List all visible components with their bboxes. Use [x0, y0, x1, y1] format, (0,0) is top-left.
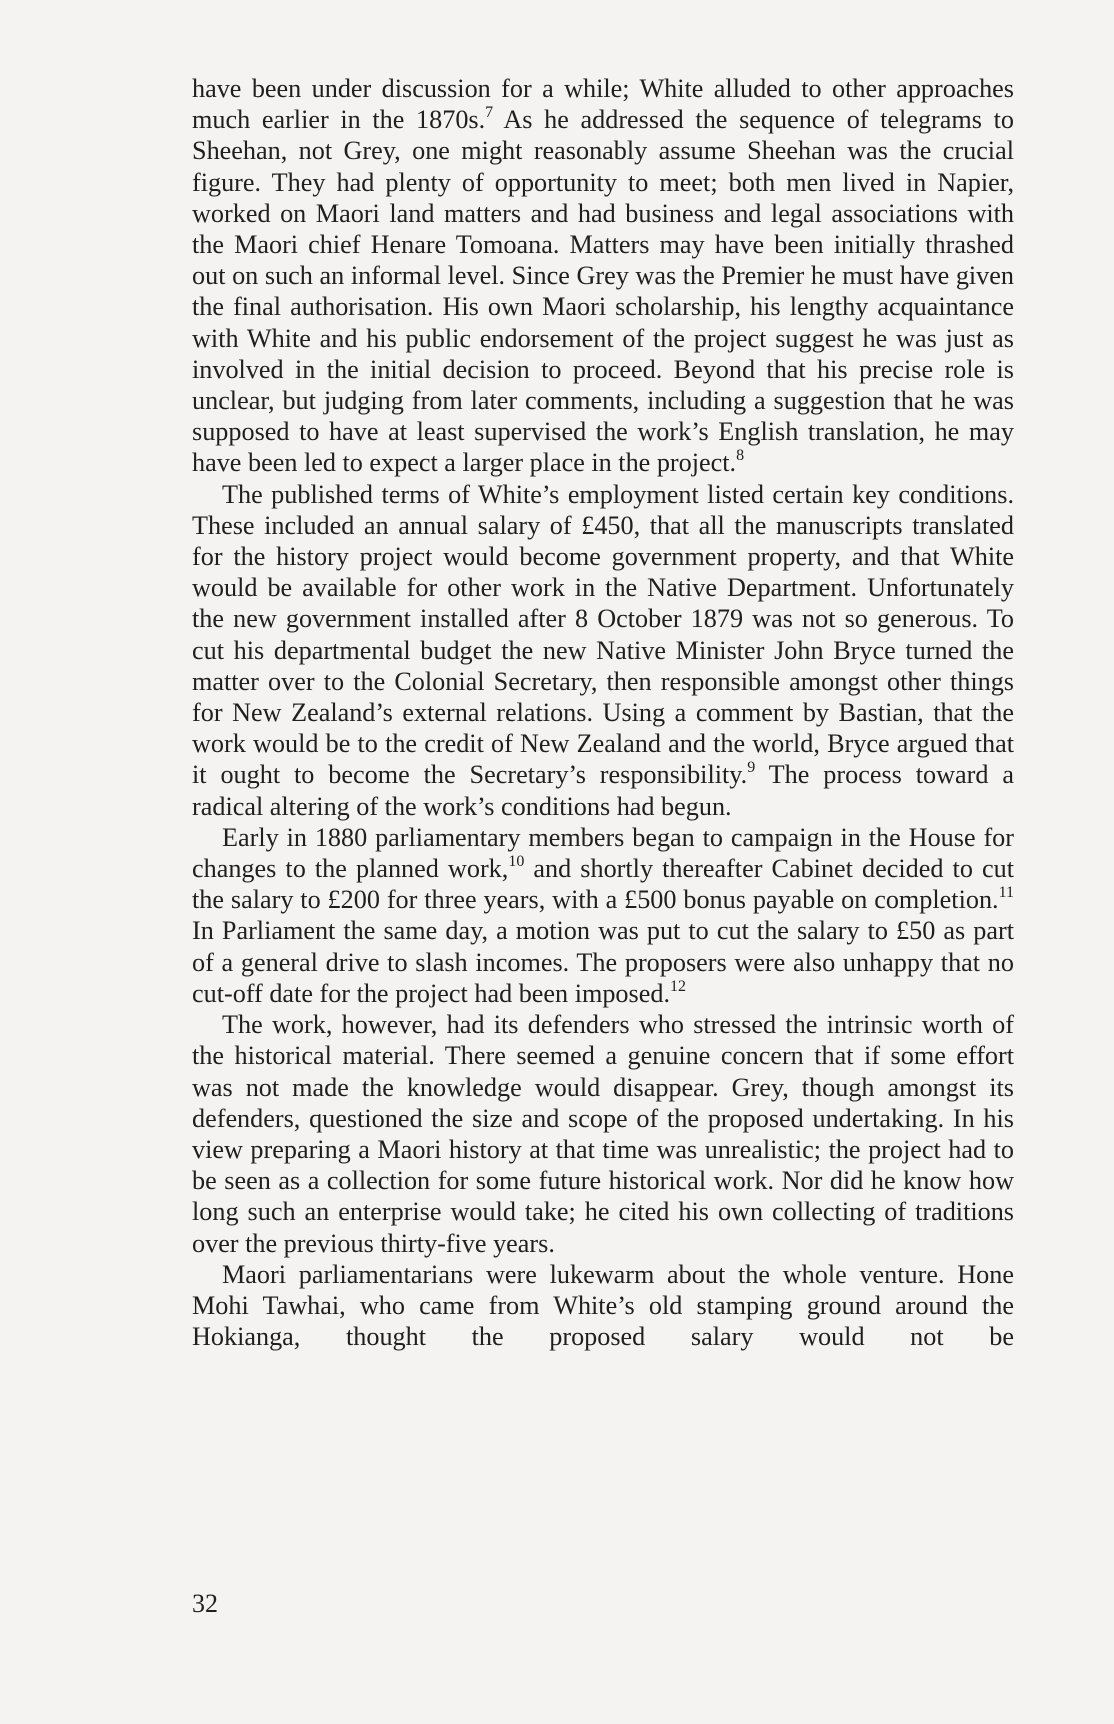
- footnote-marker: 10: [508, 852, 525, 870]
- text-run: Maori parliamentarians were lukewarm about the whole venture. Hone Mohi Tawhai, who came from White’s old stamping ground around the Hokianga, thought the proposed salary would not be: [192, 1259, 1014, 1352]
- footnote-marker: 7: [485, 104, 494, 122]
- footnote-marker: 8: [736, 447, 745, 465]
- paragraph: [192, 479, 1014, 822]
- paragraph: [192, 822, 1014, 1009]
- text-run: The published terms of White’s employment listed certain key conditions. These included an annual salary of £450, that all the manuscripts translated for the history project would become government property, and that White would be available for other work in the Native Department. Unfortunately the new government installed after 8 October 1879 was not so generous. To cut his departmental budget the new Native Minister John Bryce turned the matter over to the Colonial Secretary, then responsible amongst other things for New Zealand’s external relations. Using a comment by Bastian, that the work would be to the credit of New Zealand and the world, Bryce argued that it ought to become the Secretary’s responsibility.: [192, 479, 1014, 790]
- footnote-marker: 9: [747, 759, 756, 777]
- text-run: In Parliament the same day, a motion was put to cut the salary to £50 as part of a general drive to slash incomes. The proposers were also unhappy that no cut-off date for the project had been imposed.: [192, 916, 1014, 1008]
- page-number: 32: [192, 1589, 218, 1618]
- text-run: As he addressed the sequence of telegrams to Sheehan, not Grey, one might reasonably assume Sheehan was the crucial figure. They had plenty of opportunity to meet; both men lived in Napier, worked on Maori land matters and had business and legal associations with the Maori chief Henare Tomoana. Matters may have been initially thrashed out on such an informal level. Since Grey was the Premier he must have given the final authorisation. His own Maori scholarship, his lengthy acquaintance with White and his public endorsement of the project suggest he was just as involved in the initial decision to proceed. Beyond that his precise role is unclear, but judging from later comments, including a suggestion that he was supposed to have at least supervised the work’s English translation, he may have been led to expect a larger place in the project.: [192, 105, 1014, 478]
- paragraph: [192, 1259, 1014, 1353]
- paragraph: [192, 73, 1014, 479]
- footnote-marker: 11: [998, 884, 1014, 902]
- text-run: and shortly thereafter Cabinet decided to cut the salary to £200 for three years, with a £500 bonus payable on completion.: [192, 854, 1014, 915]
- text-run: The work, however, had its defenders who stressed the intrinsic worth of the historical material. There seemed a genuine concern that if some effort was not made the knowledge would disappear. Grey, though amongst its defenders, questioned the size and scope of the proposed undertaking. In his view preparing a Maori history at that time was unrealistic; the project had to be seen as a collection for some future historical work. Nor did he know how long such an enterprise would take; he cited his own collecting of traditions over the previous thirty-five years.: [192, 1010, 1014, 1258]
- footnote-marker: 12: [670, 977, 686, 995]
- text-run: Early in 1880 parliamentary members began to campaign in the House for changes to the planned work,: [192, 822, 1014, 884]
- text-run: have been under discussion for a while; White alluded to other approaches much earlier in the 1870s.: [192, 74, 1014, 135]
- text-run: The process toward a radical altering of the work’s conditions had begun.: [192, 760, 1015, 821]
- paragraph: [192, 1009, 1014, 1259]
- body-text: [192, 73, 1014, 1352]
